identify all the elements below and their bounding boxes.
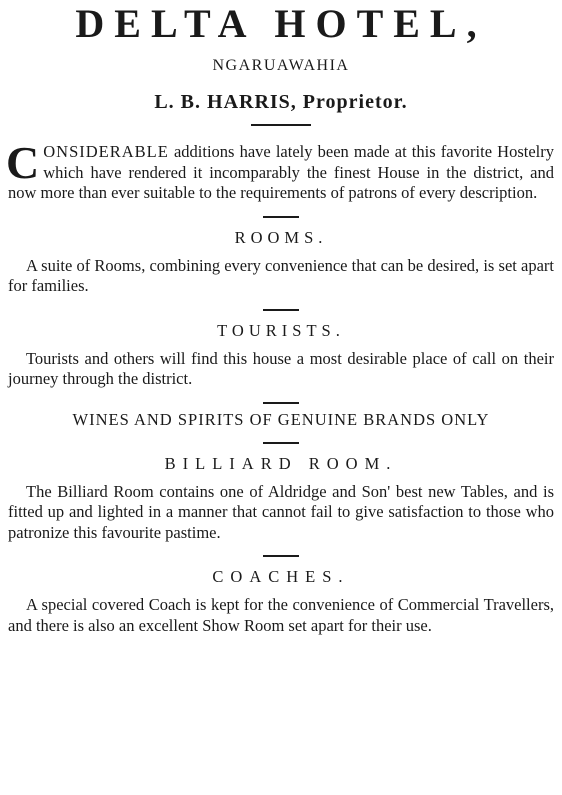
intro-lead-caps: ONSIDERABLE bbox=[43, 142, 169, 161]
tourists-paragraph: Tourists and others will find this house a most desirable place of call on their journey through the district. bbox=[8, 348, 554, 388]
divider-rule bbox=[263, 309, 299, 311]
coaches-heading: COACHES. bbox=[212, 567, 350, 586]
divider-rule bbox=[263, 442, 299, 444]
proprietor-line: L. B. HARRIS, Proprietor. bbox=[154, 91, 408, 113]
drop-cap: C bbox=[6, 137, 40, 188]
divider-rule bbox=[263, 216, 299, 218]
billiard-paragraph: The Billiard Room contains one of Aldridge and Son' best new Tables, and is fitted up and lighted in a manner that cannot fail to give satisfaction to those who patronize this favourite pastime. bbox=[8, 481, 554, 542]
wines-heading: WINES AND SPIRITS OF GENUINE BRANDS ONLY bbox=[72, 409, 490, 429]
rooms-heading: ROOMS. bbox=[234, 227, 328, 247]
divider-rule bbox=[263, 402, 299, 404]
intro-text: additions have lately been made at this favorite Hostelry which have rendered it incomparably the finest House in the district, and now more than ever suitable to the requirements of patrons of every description. bbox=[8, 142, 554, 202]
divider-rule bbox=[263, 555, 299, 557]
billiard-heading: BILLIARD ROOM. bbox=[164, 453, 398, 473]
intro-paragraph bbox=[6, 137, 554, 204]
divider-rule bbox=[251, 124, 311, 126]
hotel-location: NGARUAWAHIA bbox=[212, 57, 350, 74]
tourists-heading: TOURISTS. bbox=[217, 320, 345, 340]
coaches-paragraph: A special covered Coach is kept for the convenience of Commercial Travellers, and there is also an excellent Show Room set apart for their use. bbox=[8, 595, 554, 635]
hotel-title: DELTA HOTEL, bbox=[75, 1, 487, 46]
rooms-paragraph: A suite of Rooms, combining every convenience that can be desired, is set apart for families. bbox=[8, 255, 554, 295]
